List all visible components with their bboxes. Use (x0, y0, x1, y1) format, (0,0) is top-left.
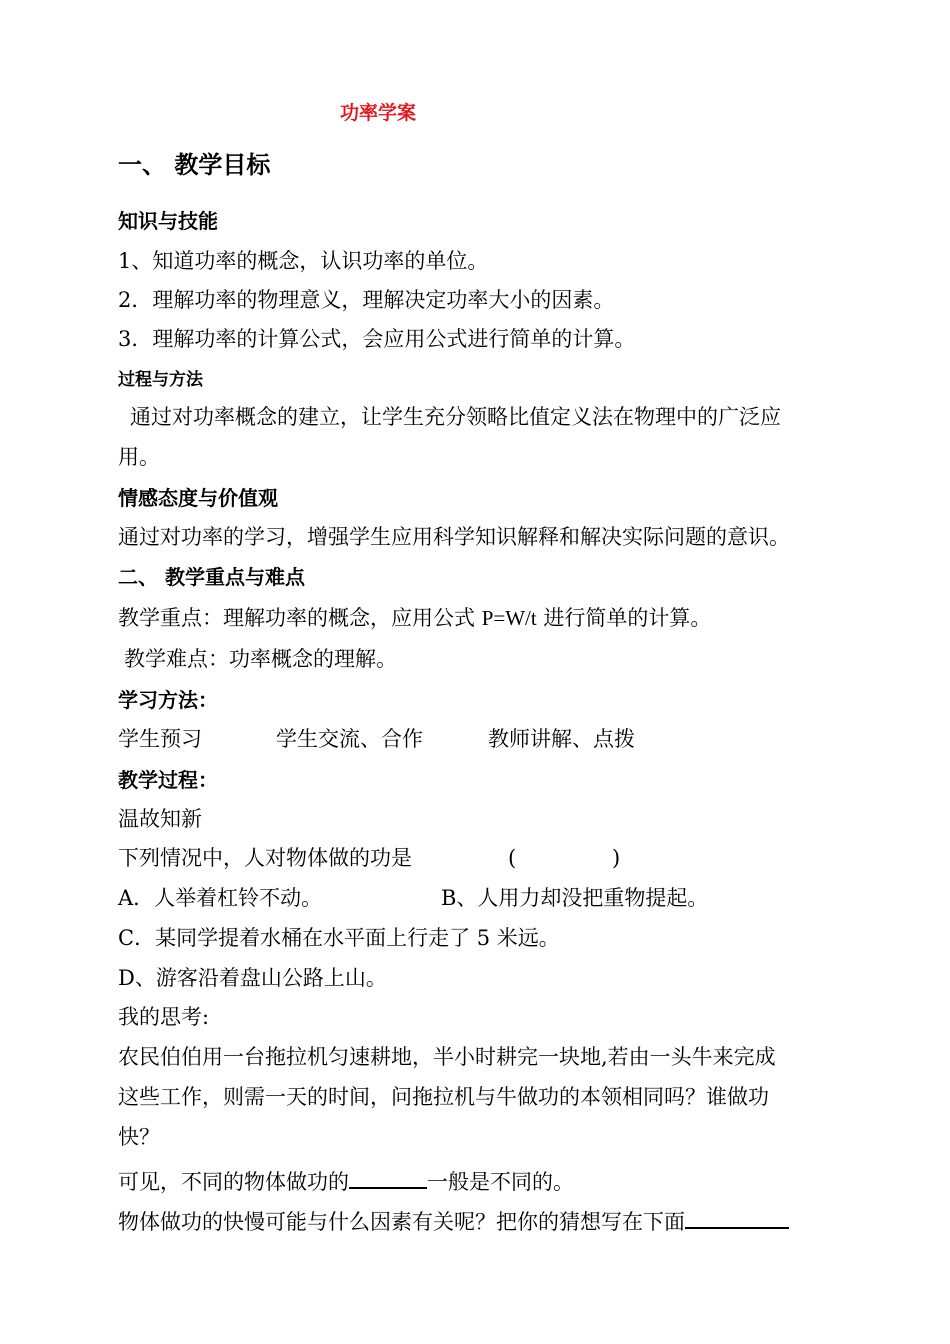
heading-process-method: 过程与方法 (118, 370, 203, 390)
process-text-line-1: 通过对功率概念的建立，让学生充分领略比值定义法在物理中的广泛应 (130, 405, 781, 429)
document-title: 功率学案 (340, 102, 417, 124)
knowledge-item-1: 1、知道功率的概念，认识功率的单位。 (118, 249, 489, 273)
key-point-formula: P=W/t (481, 606, 537, 630)
answer-paren-open: ( (508, 846, 517, 870)
heading-learning-methods: 学习方法： (118, 688, 218, 712)
method-item-3: 教师讲解、点拨 (488, 727, 635, 751)
farm-problem-line-2: 这些工作，则需一天的时间，问拖拉机与牛做功的本领相同吗？谁做功 (118, 1085, 769, 1109)
thinking-label: 我的思考: (118, 1005, 210, 1029)
conclusion-blank[interactable] (349, 1165, 427, 1189)
heading-knowledge-skills: 知识与技能 (118, 209, 218, 233)
conclusion-prefix: 可见，不同的物体做功的 (118, 1170, 349, 1194)
answer-paren-close: ) (612, 846, 621, 870)
option-d: D、游客沿着盘山公路上山。 (118, 966, 387, 990)
guess-line (118, 1205, 789, 1235)
knowledge-item-2: 2．理解功率的物理意义，理解决定功率大小的因素。 (118, 288, 615, 312)
review-label: 温故知新 (118, 807, 202, 831)
difficulty-point: 教学难点：功率概念的理解。 (124, 647, 397, 671)
section-heading-objectives: 一、 教学目标 (118, 151, 271, 179)
guess-text: 物体做功的快慢可能与什么因素有关呢？把你的猜想写在下面 (118, 1210, 685, 1234)
option-c: C．某同学提着水桶在水平面上行走了 5 米远。 (118, 926, 560, 950)
conclusion-line (118, 1165, 574, 1195)
key-point-prefix: 教学重点：理解功率的概念，应用公式 (118, 606, 482, 630)
section-heading-key-difficult: 二、 教学重点与难点 (118, 565, 305, 589)
process-text-line-2: 用。 (118, 445, 160, 469)
knowledge-item-3: 3．理解功率的计算公式，会应用公式进行简单的计算。 (118, 327, 636, 351)
farm-problem-line-1: 农民伯伯用一台拖拉机匀速耕地，半小时耕完一块地,若由一头牛来完成 (118, 1045, 776, 1069)
key-point (118, 605, 711, 631)
heading-emotion-values: 情感态度与价值观 (118, 486, 278, 510)
key-point-suffix: 进行简单的计算。 (536, 606, 712, 630)
guess-blank[interactable] (685, 1205, 789, 1229)
method-item-1: 学生预习 (118, 727, 202, 751)
emotion-text: 通过对功率的学习，增强学生应用科学知识解释和解决实际问题的意识。 (118, 525, 790, 549)
heading-teaching-process: 教学过程： (118, 768, 218, 792)
option-b: B、人用力却没把重物提起。 (441, 886, 709, 910)
question-text: 下列情况中，人对物体做的功是 (118, 846, 412, 870)
farm-problem-line-3: 快？ (118, 1125, 160, 1149)
conclusion-suffix: 一般是不同的。 (427, 1170, 574, 1194)
method-item-2: 学生交流、合作 (276, 727, 423, 751)
option-a: A．人举着杠铃不动。 (118, 886, 323, 910)
